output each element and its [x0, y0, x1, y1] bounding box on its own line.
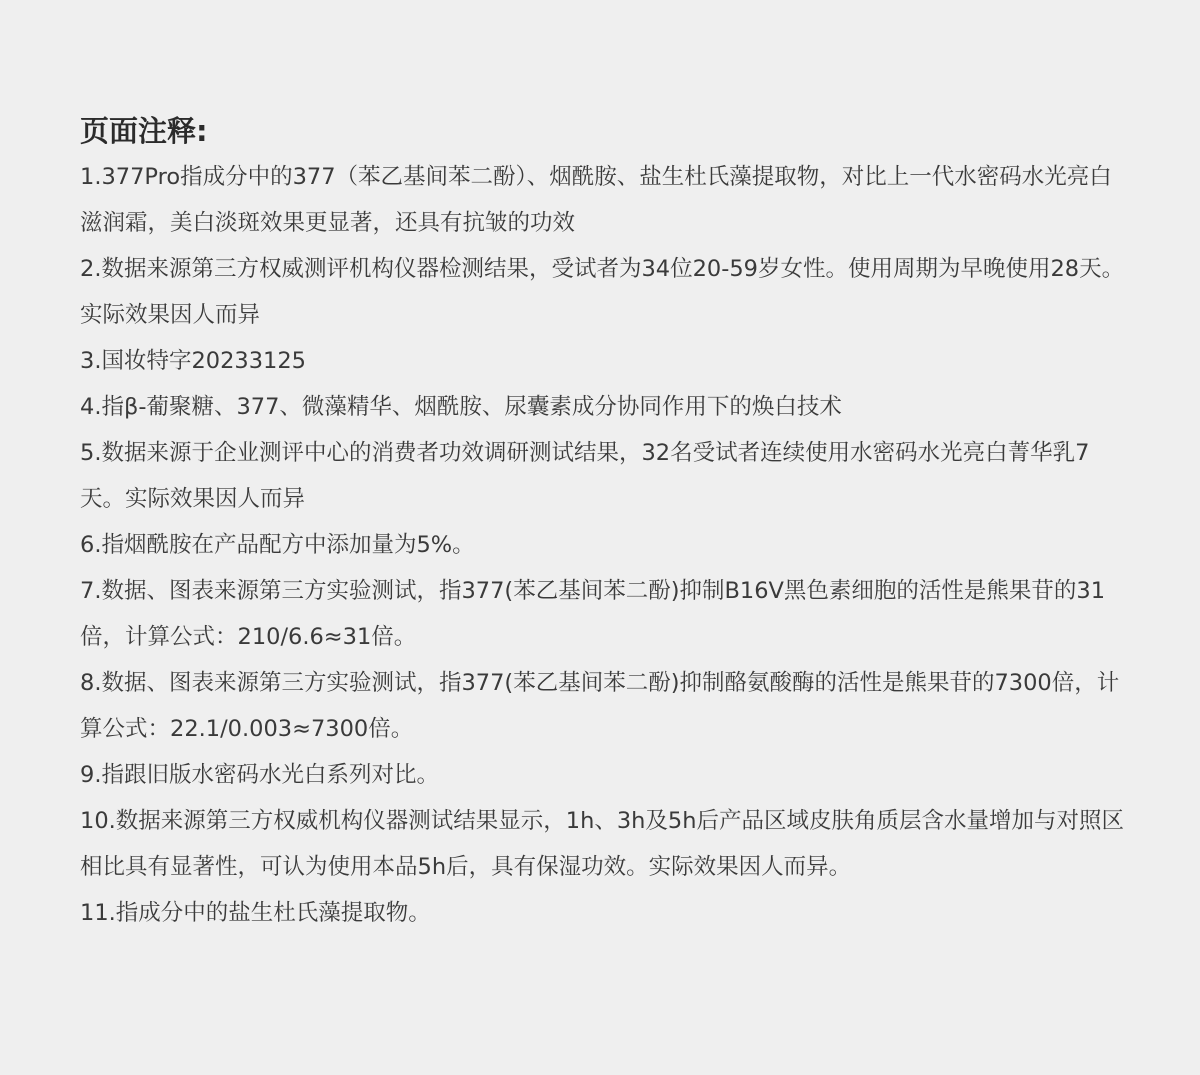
- note-item: 4.指β-葡聚糖、377、微藻精华、烟酰胺、尿囊素成分协同作用下的焕白技术: [80, 394, 842, 420]
- note-item: 6.指烟酰胺在产品配方中添加量为5%。: [80, 532, 475, 558]
- note-item: 9.指跟旧版水密码水光白系列对比。: [80, 762, 439, 788]
- note-item: 5.数据来源于企业测评中心的消费者功效调研测试结果，32名受试者连续使用水密码水光亮白菁华乳7天。实际效果因人而异: [80, 440, 1090, 512]
- notes-title: 页面注释:: [80, 114, 208, 148]
- note-item: 10.数据来源第三方权威机构仪器测试结果显示，1h、3h及5h后产品区域皮肤角质层含水量增加与对照区相比具有显著性，可认为使用本品5h后，具有保湿功效。实际效果因人而异。: [80, 808, 1125, 880]
- note-item: 2.数据来源第三方权威测评机构仪器检测结果，受试者为34位20-59岁女性。使用周期为早晚使用28天。实际效果因人而异: [80, 256, 1125, 328]
- note-item: 11.指成分中的盐生杜氏藻提取物。: [80, 900, 431, 926]
- note-item: 1.377Pro指成分中的377（苯乙基间苯二酚）、烟酰胺、盐生杜氏藻提取物，对比上一代水密码水光亮白滋润霜，美白淡斑效果更显著，还具有抗皱的功效: [80, 164, 1112, 236]
- note-item: 7.数据、图表来源第三方实验测试，指377(苯乙基间苯二酚)抑制B16V黑色素细胞的活性是熊果苷的31倍，计算公式：210/6.6≈31倍。: [80, 578, 1106, 650]
- notes-list: [80, 154, 1125, 936]
- page-notes: [80, 108, 1125, 936]
- note-item: 3.国妆特字20233125: [80, 348, 306, 374]
- note-item: 8.数据、图表来源第三方实验测试，指377(苯乙基间苯二酚)抑制酪氨酸酶的活性是熊果苷的7300倍，计算公式：22.1/0.003≈7300倍。: [80, 670, 1120, 742]
